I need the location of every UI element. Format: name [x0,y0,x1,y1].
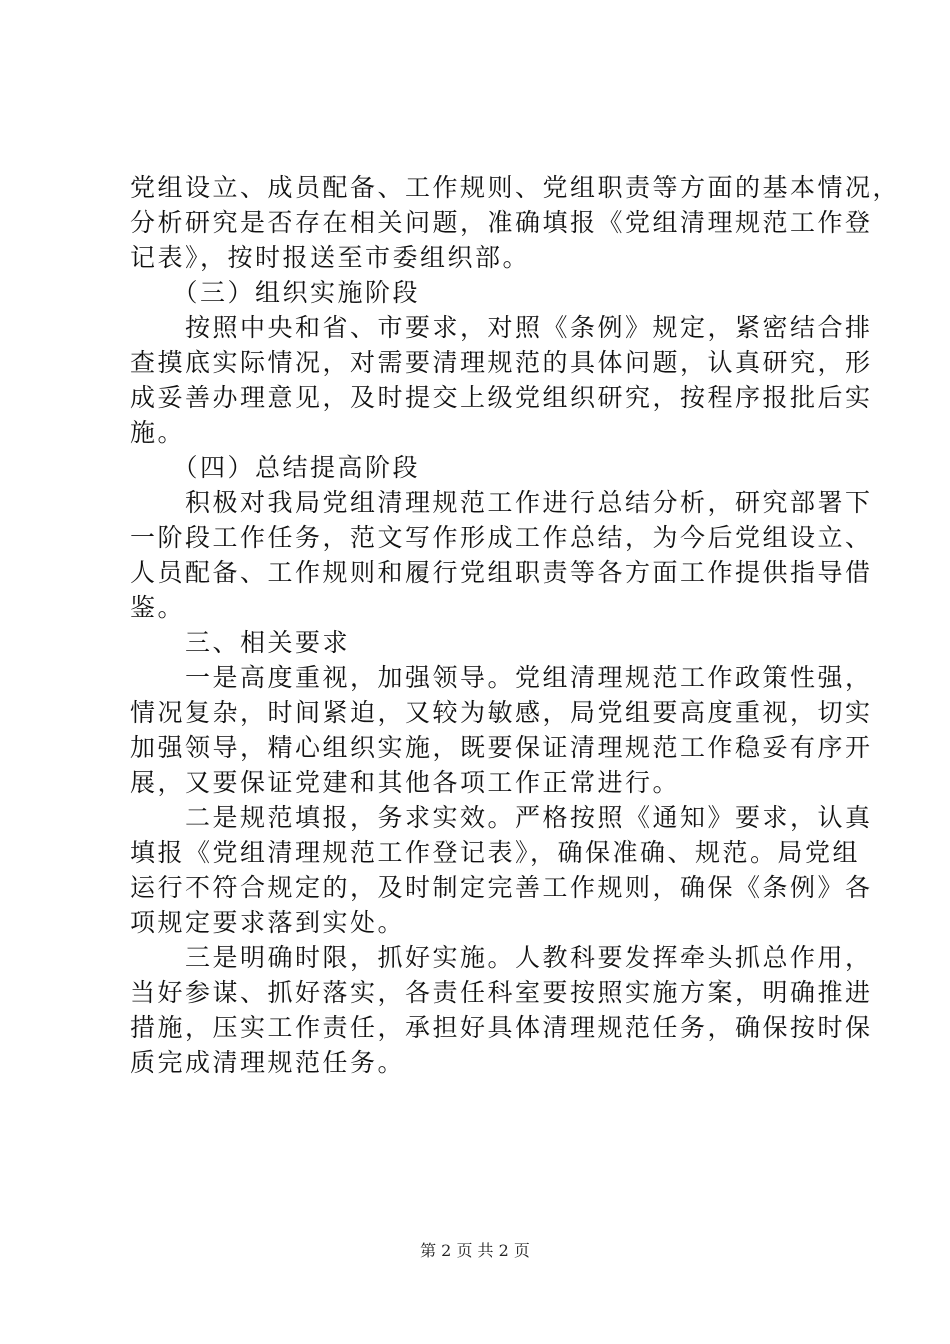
text-line: 党组设立、成员配备、工作规则、党组职责等方面的基本情况， [130,173,901,202]
text-line: 分析研究是否存在相关问题，准确填报《党组清理规范工作登 [130,208,873,237]
text-line: 人员配备、工作规则和履行党组职责等各方面工作提供指导借 [130,558,873,587]
text-line: 按照中央和省、市要求，对照《条例》规定，紧密结合排 [130,313,873,342]
text-line: 鉴。 [130,593,186,622]
page-number-footer: 第 2 页 共 2 页 [420,1241,530,1260]
text-line: 施。 [130,418,186,447]
text-line: 一是高度重视，加强领导。党组清理规范工作政策性强， [130,663,873,692]
text-line: 情况复杂，时间紧迫，又较为敏感，局党组要高度重视，切实 [130,698,873,727]
text-line: 二是规范填报，务求实效。严格按照《通知》要求，认真 [130,803,873,832]
text-line: 当好参谋、抓好落实，各责任科室要按照实施方案，明确推进 [130,978,873,1007]
text-line: 措施，压实工作责任，承担好具体清理规范任务，确保按时保 [130,1013,873,1042]
text-line: 项规定要求落到实处。 [130,908,406,937]
section-heading: 三、相关要求 [130,628,351,657]
section-heading: （四）总结提高阶段 [130,453,421,482]
section-heading: （三）组织实施阶段 [130,278,421,307]
text-line: 积极对我局党组清理规范工作进行总结分析，研究部署下 [130,488,873,517]
text-line: 展，又要保证党建和其他各项工作正常进行。 [130,768,681,797]
text-line: 记表》，按时报送至市委组织部。 [130,243,531,272]
text-line: 查摸底实际情况，对需要清理规范的具体问题，认真研究，形 [130,348,873,377]
text-line: 三是明确时限，抓好实施。人教科要发挥牵头抓总作用， [130,943,873,972]
text-line: 成妥善办理意见，及时提交上级党组织研究，按程序报批后实 [130,383,873,412]
text-line: 运行不符合规定的，及时制定完善工作规则，确保《条例》各 [130,873,873,902]
text-line: 填报《党组清理规范工作登记表》，确保准确、规范。局党组 [130,838,861,867]
text-line: 一阶段工作任务，范文写作形成工作总结，为今后党组设立、 [130,523,873,552]
text-line: 质完成清理规范任务。 [130,1048,406,1077]
document-body [130,170,901,1080]
text-line: 加强领导，精心组织实施，既要保证清理规范工作稳妥有序开 [130,733,873,762]
